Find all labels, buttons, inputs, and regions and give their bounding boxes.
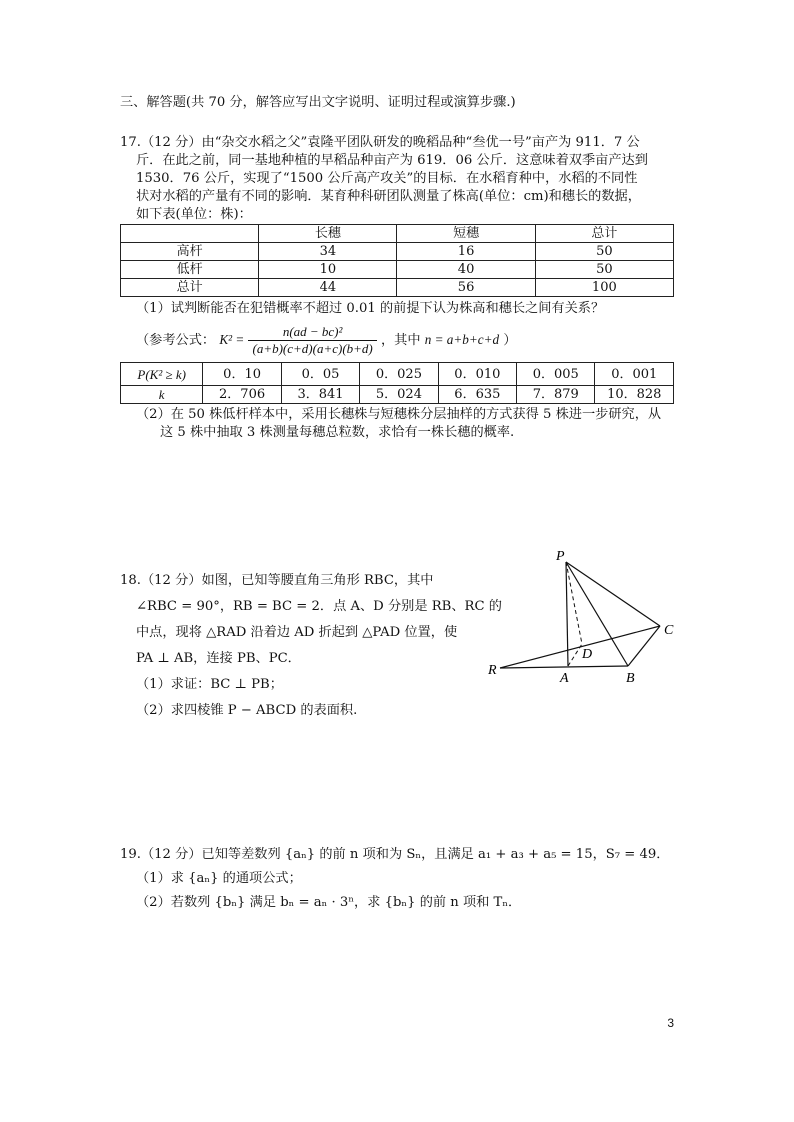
- table-cell: 3．841: [281, 386, 359, 404]
- table-cell: 100: [535, 279, 673, 297]
- table-row: [121, 386, 674, 404]
- table-cell: 0．025: [360, 363, 438, 386]
- formula-numerator: n(ad − bc)²: [282, 324, 343, 339]
- label-c: C: [664, 623, 674, 638]
- table-cell: 10: [259, 261, 397, 279]
- label-p: P: [556, 549, 565, 564]
- table-row: [121, 225, 674, 243]
- q17-line-4: 状对水稻的产量有不同的影响．某育种科研团队测量了株高(单位：cm)和穗长的数据，: [136, 189, 641, 204]
- table-cell: 6．635: [438, 386, 516, 404]
- table-cell: 0．05: [281, 363, 359, 386]
- table-cell: 0．10: [203, 363, 281, 386]
- table-cell: 5．024: [360, 386, 438, 404]
- table-row: [121, 261, 674, 279]
- table-row-label: k: [121, 386, 203, 404]
- table-cell: 50: [535, 261, 673, 279]
- q19-line-1: 19.（12 分）已知等差数列 {aₙ} 的前 n 项和为 Sₙ，且满足 a₁ + a₃ + a₅ = 15，S₇ = 49．: [120, 847, 670, 862]
- table-cell: 高杆: [121, 243, 259, 261]
- table-cell: 34: [259, 243, 397, 261]
- formula-denominator: (a+b)(c+d)(a+c)(b+d): [248, 340, 376, 357]
- q17-formula: [136, 322, 517, 359]
- table-cell: 总计: [121, 279, 259, 297]
- table-cell: 44: [259, 279, 397, 297]
- table-row-label: P(K² ≥ k): [121, 363, 203, 386]
- table-header-cell: 总计: [535, 225, 673, 243]
- table-cell: 16: [397, 243, 535, 261]
- edge-pc: [566, 562, 660, 626]
- q18-line-2: ∠RBC = 90°，RB = BC = 2．点 A、D 分别是 RB、RC 的: [136, 599, 502, 614]
- q18-line-3: 中点，现将 △RAD 沿着边 AD 折起到 △PAD 位置，使: [136, 625, 458, 640]
- table-cell: 50: [535, 243, 673, 261]
- label-a: A: [560, 671, 569, 686]
- table-header-cell: 短穗: [397, 225, 535, 243]
- q17-data-table: [120, 224, 674, 297]
- table-row: [121, 279, 674, 297]
- table-cell: 低杆: [121, 261, 259, 279]
- table-cell: 10．828: [595, 386, 674, 404]
- formula-suffix: ，其中: [380, 333, 421, 348]
- table-cell: 0．001: [595, 363, 674, 386]
- table-cell: 2．706: [203, 386, 281, 404]
- q19-part-1: （1）求 {aₙ} 的通项公式；: [136, 871, 302, 886]
- q17-part-1: （1）试判断能否在犯错概率不超过 0.01 的前提下认为株高和穗长之间有关系？: [136, 301, 605, 316]
- q17-part-2-line-1: （2）在 50 株低杆样本中，采用长穗株与短穗株分层抽样的方式获得 5 株进一步研究，从: [136, 407, 662, 422]
- edge-rb: [500, 666, 628, 668]
- q18-part-2: （2）求四棱锥 P − ABCD 的表面积.: [136, 703, 358, 718]
- q17-part-2-line-2: 这 5 株中抽取 3 株测量每穗总粒数，求恰有一株长穗的概率.: [160, 425, 515, 440]
- table-row: [121, 363, 674, 386]
- formula-n-definition: n = a+b+c+d: [424, 332, 500, 347]
- label-b: B: [626, 671, 635, 686]
- edge-pb: [566, 562, 628, 666]
- table-cell: 7．879: [517, 386, 595, 404]
- table-row: [121, 243, 674, 261]
- formula-prefix: （参考公式：: [136, 333, 216, 348]
- formula-fraction: [248, 324, 376, 357]
- formula-close: ）: [503, 333, 517, 348]
- q19-part-2: （2）若数列 {bₙ} 满足 bₙ = aₙ · 3ⁿ，求 {bₙ} 的前 n 项和 Tₙ．: [136, 895, 522, 910]
- table-header-cell: 长穗: [259, 225, 397, 243]
- label-d: D: [582, 647, 593, 662]
- q17-line-2: 斤．在此之前，同一基地种植的早稻品种亩产为 619．06 公斤．这意味着双季亩产达到: [136, 153, 648, 168]
- page-number: 3: [667, 1016, 674, 1030]
- table-cell: 0．010: [438, 363, 516, 386]
- pyramid-figure: [480, 540, 690, 690]
- q17-probability-table: [120, 362, 674, 404]
- q18-line-1: 18.（12 分）如图，已知等腰直角三角形 RBC，其中: [120, 573, 434, 588]
- table-cell: [121, 225, 259, 243]
- table-cell: 56: [397, 279, 535, 297]
- q18-part-1: （1）求证：BC ⊥ PB；: [136, 677, 283, 692]
- q17-line-3: 1530．76 公斤，实现了“1500 公斤高产攻关”的目标．在水稻育种中，水稻的不同性: [136, 171, 638, 186]
- edge-bc: [628, 626, 660, 666]
- table-cell: 0．005: [517, 363, 595, 386]
- formula-lhs: K² =: [219, 332, 245, 347]
- q17-line-5: 如下表(单位：株)：: [136, 207, 252, 222]
- q17-line-1: 17.（12 分）由“杂交水稻之父”袁隆平团队研发的晚稻品种“叁优一号”亩产为 911．7 公: [120, 135, 640, 150]
- table-cell: 40: [397, 261, 535, 279]
- label-r: R: [488, 663, 497, 678]
- edge-ad: [568, 644, 582, 666]
- section-title: 三、解答题(共 70 分，解答应写出文字说明、证明过程或演算步骤.): [120, 95, 516, 110]
- q18-line-4: PA ⊥ AB，连接 PB、PC．: [136, 651, 301, 666]
